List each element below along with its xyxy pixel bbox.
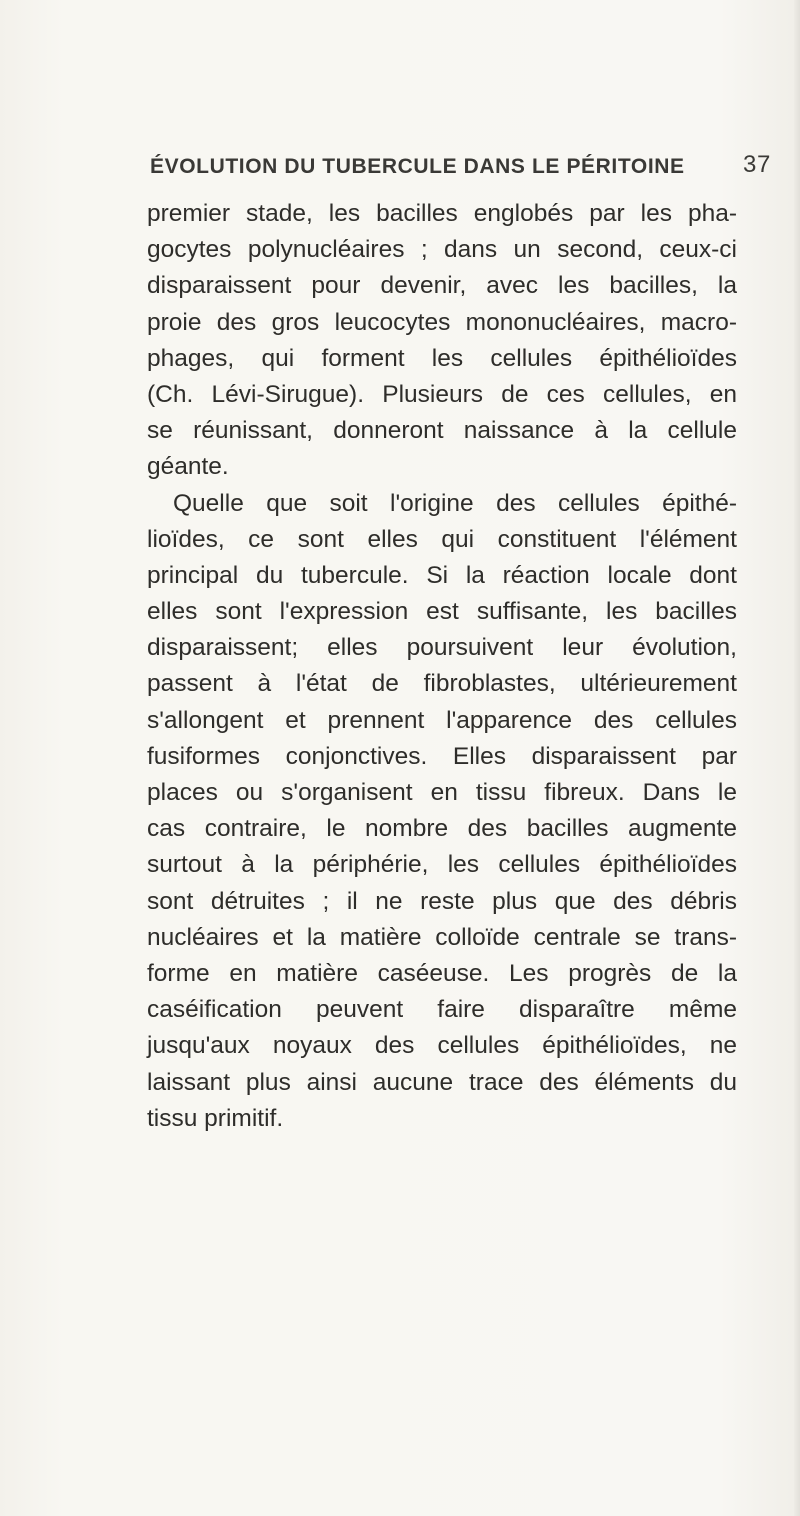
text-line: géante. bbox=[147, 453, 229, 481]
text-line: sont détruites ; il ne reste plus que des débris bbox=[147, 887, 737, 915]
text-line: phages, qui forment les cellules épithélioïdes bbox=[147, 344, 737, 372]
running-header-title: ÉVOLUTION DU TUBERCULE DANS LE PÉRITOINE bbox=[150, 155, 685, 178]
text-line: surtout à la périphérie, les cellules épithélioïdes bbox=[147, 851, 737, 879]
text-line: jusqu'aux noyaux des cellules épithélioïdes, ne bbox=[147, 1032, 737, 1060]
text-line: nucléaires et la matière colloïde centrale se trans- bbox=[147, 923, 737, 951]
text-line: s'allongent et prennent l'apparence des cellules bbox=[147, 706, 737, 734]
text-line: tissu primitif. bbox=[147, 1104, 284, 1132]
text-line: fusiformes conjonctives. Elles disparaissent par bbox=[147, 742, 737, 770]
body-text bbox=[147, 196, 737, 1137]
text-line: passent à l'état de fibroblastes, ultérieurement bbox=[147, 670, 737, 698]
page-edge-shadow bbox=[794, 0, 800, 1516]
text-line: gocytes polynucléaires ; dans un second, ceux-ci bbox=[147, 236, 737, 264]
text-line: Quelle que soit l'origine des cellules épithé- bbox=[173, 489, 737, 517]
text-line: disparaissent; elles poursuivent leur évolution, bbox=[147, 634, 737, 662]
text-line: laissant plus ainsi aucune trace des éléments du bbox=[147, 1068, 737, 1096]
text-line: elles sont l'expression est suffisante, les bacilles bbox=[147, 598, 737, 626]
page-number: 37 bbox=[743, 151, 771, 178]
running-header bbox=[150, 151, 771, 179]
text-line: disparaissent pour devenir, avec les bacilles, la bbox=[147, 272, 737, 300]
text-line: lioïdes, ce sont elles qui constituent l'élément bbox=[147, 525, 737, 553]
text-line: (Ch. Lévi-Sirugue). Plusieurs de ces cellules, en bbox=[147, 380, 737, 408]
text-line: caséification peuvent faire disparaître même bbox=[147, 996, 737, 1024]
text-line: premier stade, les bacilles englobés par les pha- bbox=[147, 200, 737, 227]
text-line: forme en matière caséeuse. Les progrès de la bbox=[147, 959, 737, 987]
text-line: cas contraire, le nombre des bacilles augmente bbox=[147, 815, 737, 843]
text-line: se réunissant, donneront naissance à la cellule bbox=[147, 417, 737, 445]
text-line: principal du tubercule. Si la réaction locale dont bbox=[147, 561, 737, 589]
text-line: proie des gros leucocytes mononucléaires, macro- bbox=[147, 308, 737, 336]
text-line: places ou s'organisent en tissu fibreux. Dans le bbox=[147, 779, 737, 806]
